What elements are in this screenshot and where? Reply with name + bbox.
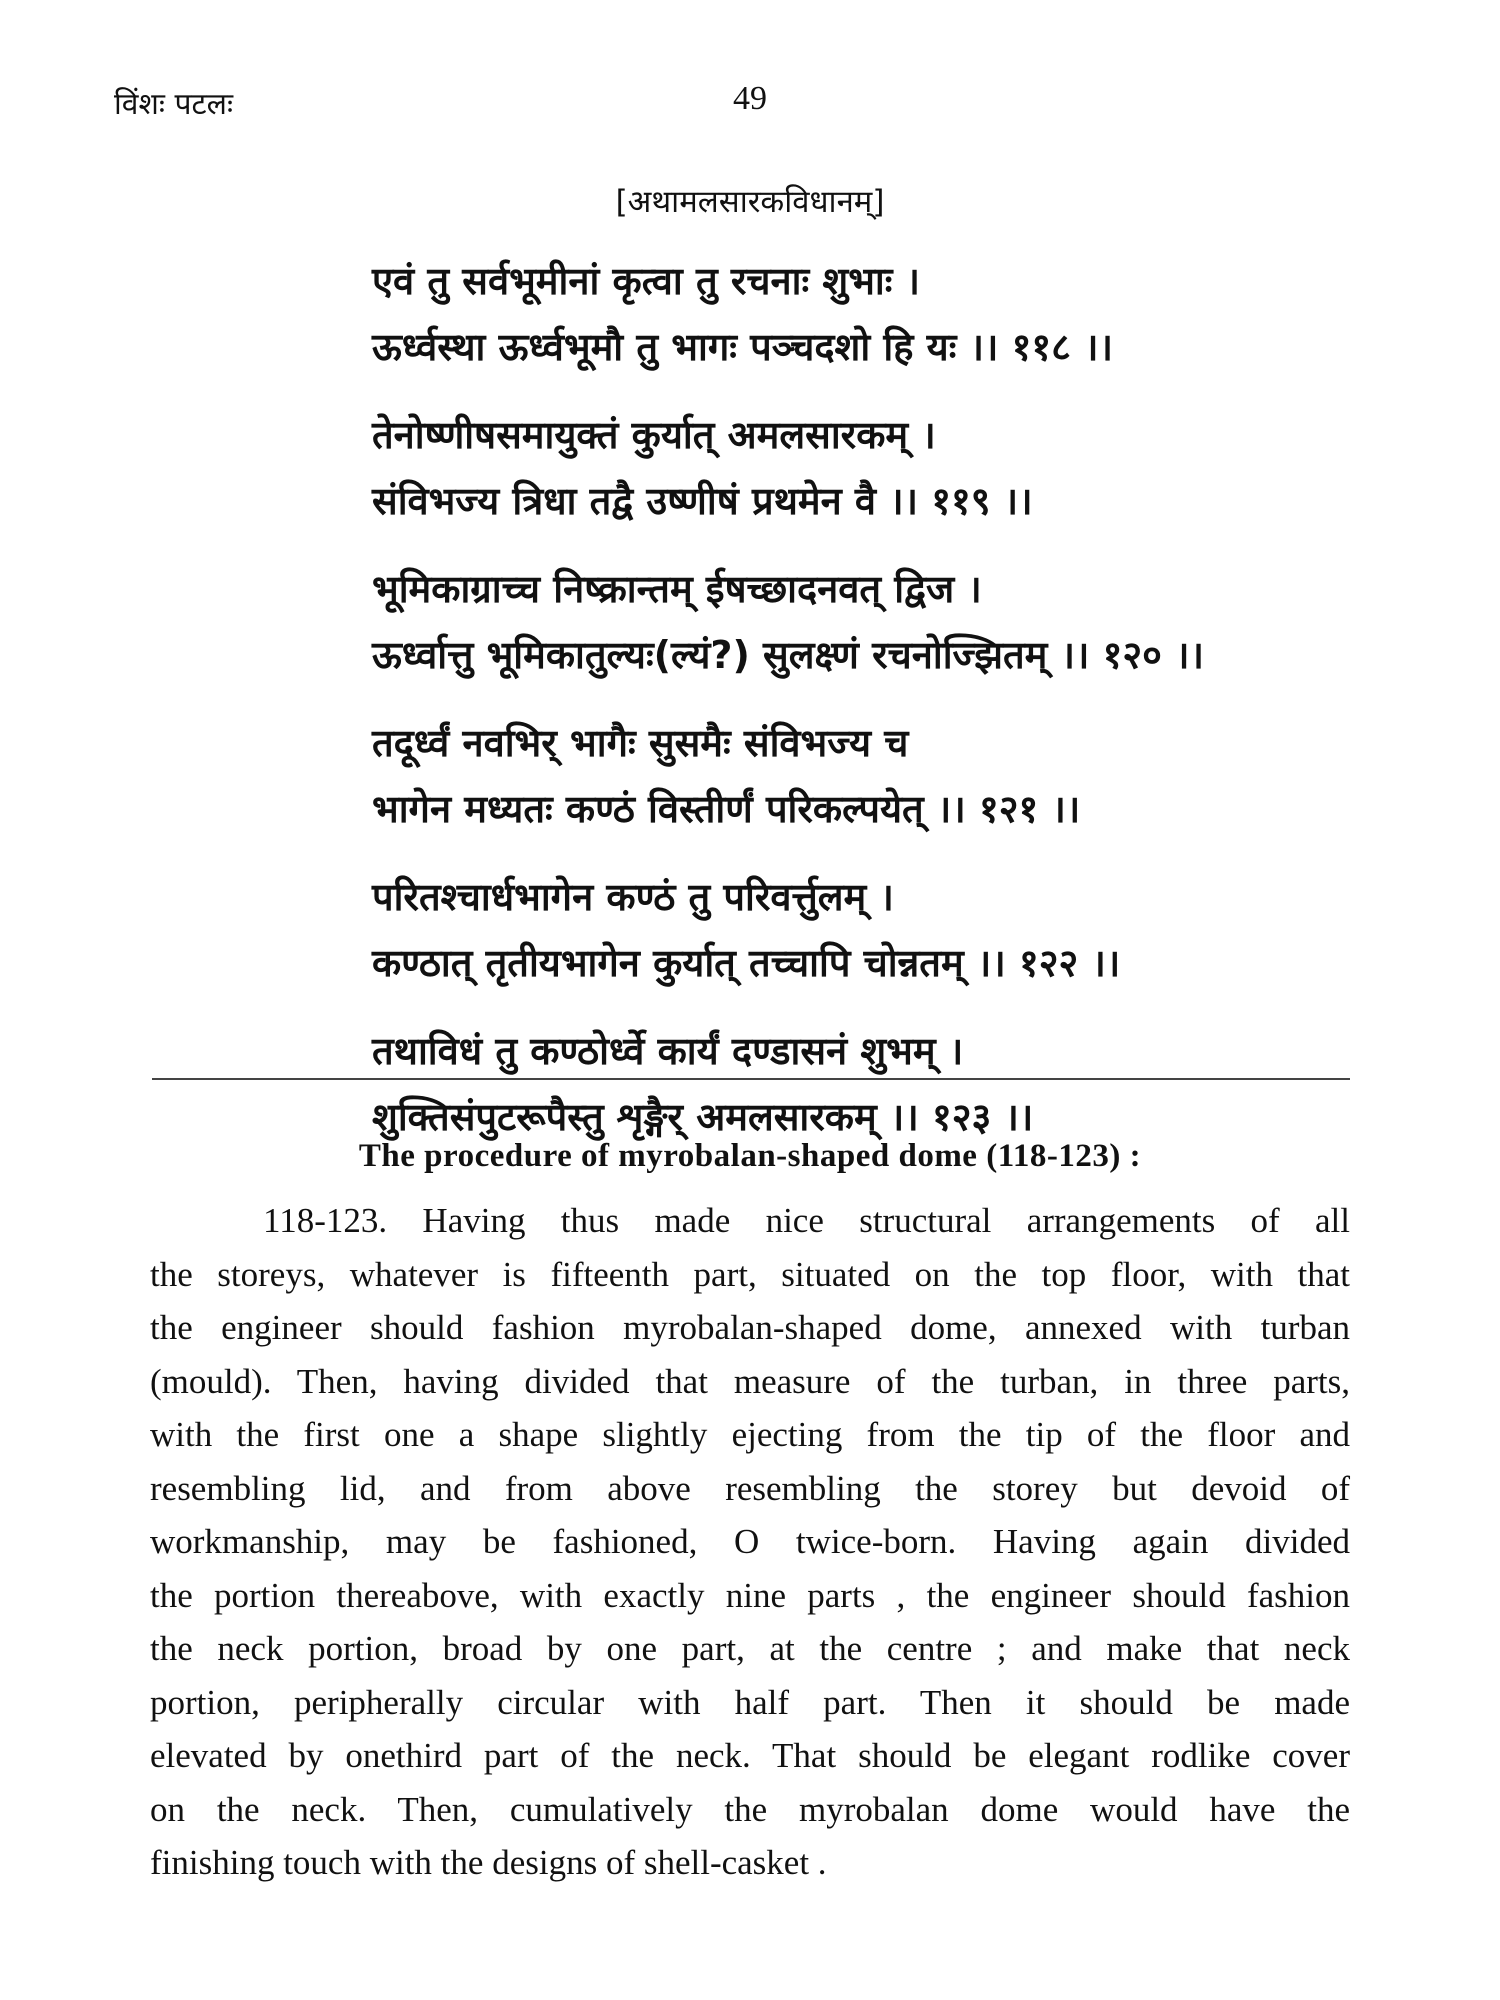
translation-line: workmanship, may be fashioned, O twice-born. Having again divided <box>150 1522 1350 1561</box>
translation-line: finishing touch with the designs of shell-casket . <box>150 1843 827 1882</box>
translation-heading: The procedure of myrobalan-shaped dome (118-123) : <box>358 1138 1142 1174</box>
verse-122 <box>372 864 1472 996</box>
verse-line: संविभज्य त्रिधा तद्वै उष्णीषं प्रथमेन वै ।। ११९ ।। <box>372 479 1033 523</box>
translation-line: resembling lid, and from above resembling the storey but devoid of <box>150 1468 1350 1508</box>
verse-line: तदूर्ध्वं नवभिर् भागैः सुसमैः संविभज्य च <box>372 721 909 765</box>
translation-body <box>150 1194 1350 1890</box>
translation-line: (mould). Then, having divided that measure of the turban, in three parts, <box>150 1361 1350 1401</box>
translation-line: the storeys, whatever is fifteenth part, situated on the top floor, with that <box>150 1254 1350 1294</box>
section-heading: [अथामलसारकविधानम्] <box>615 184 885 220</box>
verse-line: एवं तु सर्वभूमीनां कृत्वा तु रचनाः शुभाः । <box>372 259 921 303</box>
verse-line: ऊर्ध्वस्था ऊर्ध्वभूमौ तु भागः पञ्चदशो हि यः ।। ११८ ।। <box>372 325 1113 369</box>
translation-line: portion, peripherally circular with half part. Then it should be made <box>150 1682 1350 1722</box>
translation-line: with the first one a shape slightly ejecting from the tip of the floor and <box>150 1415 1350 1454</box>
translation-line: on the neck. Then, cumulatively the myrobalan dome would have the <box>150 1789 1350 1829</box>
translation-line: the portion thereabove, with exactly nine parts , the engineer should fashion <box>150 1575 1350 1615</box>
verse-line: तेनोष्णीषसमायुक्तं कुर्यात् अमलसारकम् । <box>372 413 936 457</box>
translation-line: elevated by onethird part of the neck. That should be elegant rodlike cover <box>150 1736 1350 1775</box>
verse-line: शुक्तिसंपुटरूपैस्तु शृङ्गैर् अमलसारकम् ।। १२३ ।। <box>372 1095 1034 1139</box>
verse-line: तथाविधं तु कण्ठोर्ध्वे कार्यं दण्डासनं शुभम् । <box>372 1029 964 1073</box>
verse-line: परितश्चार्धभागेन कण्ठं तु परिवर्त्तुलम् । <box>372 875 894 919</box>
verse-120 <box>372 556 1472 688</box>
verse-line: भूमिकाग्राच्च निष्क्रान्तम् ईषच्छादनवत् द्विज । <box>372 567 982 611</box>
verse-121 <box>372 710 1472 842</box>
running-head: विंशः पटलः <box>114 87 234 122</box>
page-number: 49 <box>733 80 767 117</box>
translation-line: the neck portion, broad by one part, at the centre ; and make that neck <box>150 1629 1350 1668</box>
translation-line: 118-123. Having thus made nice structural arrangements of all <box>263 1201 1350 1240</box>
translation-line: the engineer should fashion myrobalan-shaped dome, annexed with turban <box>150 1308 1350 1347</box>
verse-block <box>372 248 1472 1172</box>
verse-118 <box>372 248 1472 380</box>
verse-line: ऊर्ध्वात्तु भूमिकातुल्यः(ल्यं?) सुलक्ष्णं रचनोज्झितम् ।। १२० ।। <box>372 633 1204 677</box>
horizontal-rule <box>152 1078 1350 1080</box>
verse-line: कण्ठात् तृतीयभागेन कुर्यात् तच्चापि चोन्नतम् ।। १२२ ।। <box>372 941 1121 985</box>
verse-119 <box>372 402 1472 534</box>
verse-line: भागेन मध्यतः कण्ठं विस्तीर्णं परिकल्पयेत् ।। १२१ ।। <box>372 787 1081 831</box>
verse-123 <box>372 1018 1472 1150</box>
